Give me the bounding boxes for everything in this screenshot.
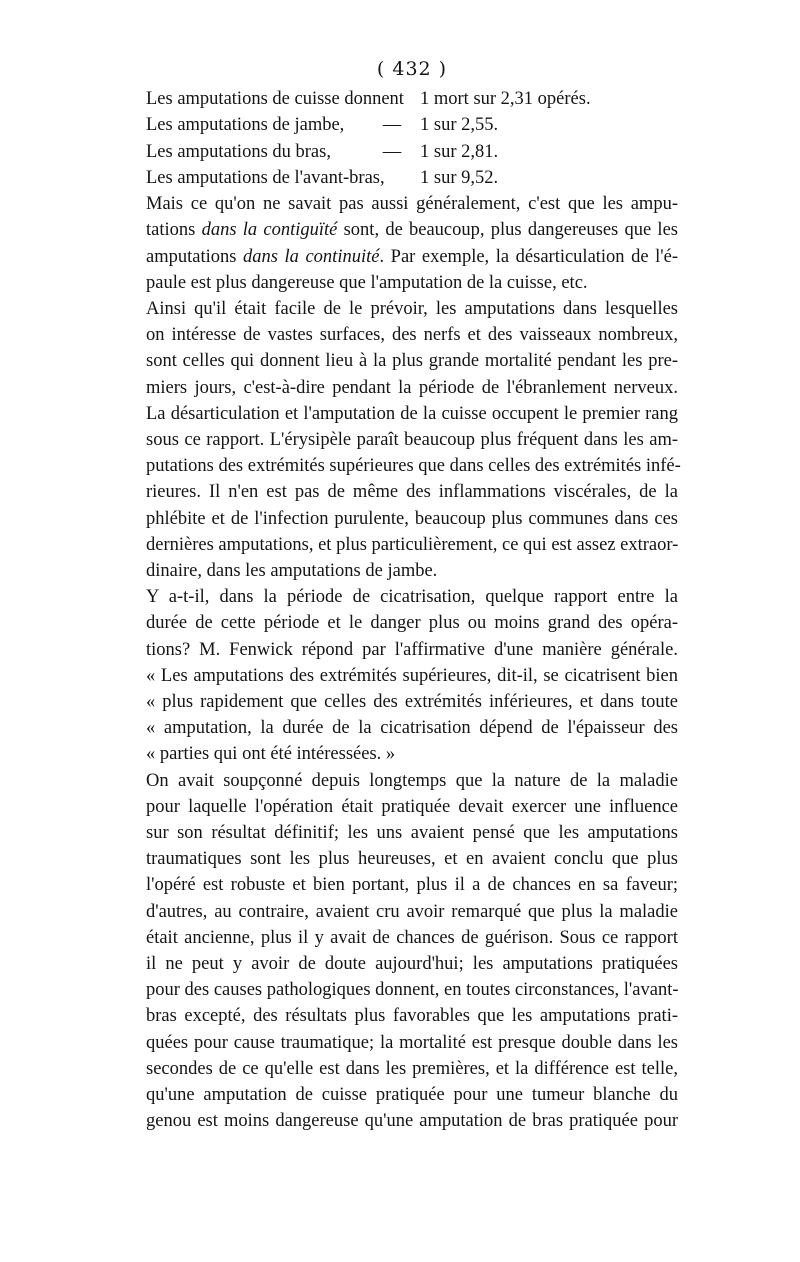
text-line: « Les amputations des extrémités supérieures, dit-il, se cicatrisent bien [146, 665, 678, 686]
text-line: genou est moins dangereuse qu'une amputation de bras pratiquée pour [146, 1111, 678, 1132]
book-page [146, 56, 681, 1135]
stat-row [146, 165, 678, 191]
text-line: sous ce rapport. L'érysipèle paraît beaucoup plus fréquent dans les am- [146, 430, 678, 451]
text-line: miers jours, c'est-à-dire pendant la période de l'ébranlement nerveux. [146, 377, 678, 398]
stat-value: 1 sur 2,81. [420, 141, 499, 162]
text-line: tions? M. Fenwick répond par l'affirmative d'une manière générale. [146, 639, 678, 660]
text-line: pour des causes pathologiques donnent, en toutes circonstances, l'avant- [146, 980, 679, 1001]
text-line: quées pour cause traumatique; la mortalité est presque double dans les [146, 1032, 678, 1053]
stat-row [146, 86, 678, 112]
stat-dash: — [382, 141, 402, 162]
text-line: « plus rapidement que celles des extrémités inférieures, et dans toute [146, 692, 678, 713]
text-line [146, 217, 678, 243]
text-line: « parties qui ont été intéressées. » [146, 744, 396, 765]
text-line: La désarticulation et l'amputation de la cuisse occupent le premier rang [146, 403, 678, 424]
text-line: paule est plus dangereuse que l'amputation de la cuisse, etc. [146, 272, 588, 293]
text-line: on intéresse de vastes surfaces, des nerfs et des vaisseaux nombreux, [146, 325, 678, 346]
text-line: dinaire, dans les amputations de jambe. [146, 561, 438, 582]
paragraph [146, 768, 678, 1135]
paragraph [146, 584, 678, 767]
text-line: Mais ce qu'on ne savait pas aussi généralement, c'est que les ampu- [146, 194, 678, 215]
stat-row [146, 112, 678, 138]
text-line: secondes de ce qu'elle est dans les premières, et la différence est telle, [146, 1058, 678, 1079]
stat-dash: — [382, 115, 402, 136]
page-number: ( 432 ) [376, 58, 448, 80]
text-line: putations des extrémités supérieures que dans celles des extrémités infé- [146, 456, 681, 477]
paragraph [146, 191, 678, 296]
text-line: était ancienne, plus il y avait de chances de guérison. Sous ce rapport [146, 927, 678, 948]
text-line: On avait soupçonné depuis longtemps que la nature de la maladie [146, 770, 678, 791]
stat-label: Les amputations du bras, [146, 141, 331, 162]
stat-row [146, 139, 678, 165]
italic-term: dans la continuité [243, 246, 380, 267]
stat-value: 1 mort sur 2,31 opérés. [420, 89, 591, 109]
text-line: Y a-t-il, dans la période de cicatrisation, quelque rapport entre la [146, 587, 678, 608]
stat-label: Les amputations de cuisse donnent [146, 89, 404, 109]
text-line: l'opéré est robuste et bien portant, plus il a de chances en sa faveur; [146, 875, 678, 896]
amputation-statistics [146, 86, 678, 191]
text-line: rieures. Il n'en est pas de même des inflammations viscérales, de la [146, 482, 678, 503]
stat-value: 1 sur 2,55. [420, 115, 499, 136]
text-line: d'autres, au contraire, avaient cru avoir remarqué que plus la maladie [146, 901, 678, 922]
stat-label: Les amputations de l'avant-bras, [146, 167, 385, 188]
paragraph [146, 296, 681, 584]
text-line: durée de cette période et le danger plus ou moins grand des opéra- [146, 613, 678, 634]
text-line: il ne peut y avoir de doute aujourd'hui; les amputations pratiquées [146, 954, 678, 975]
text-line: Ainsi qu'il était facile de le prévoir, les amputations dans lesquelles [146, 299, 678, 319]
text-segment: sont, de beaucoup, plus dangereuses que les [337, 220, 678, 241]
text-segment: tations [146, 220, 202, 241]
body-text [146, 191, 681, 1134]
stat-label: Les amputations de jambe, [146, 115, 345, 136]
text-line: sont celles qui donnent lieu à la plus grande mortalité pendant les pre- [146, 351, 678, 372]
italic-term: dans la contiguïté [201, 220, 338, 241]
text-line: bras excepté, des résultats plus favorables que les amputations prati- [146, 1006, 678, 1027]
stat-value: 1 sur 9,52. [420, 167, 499, 188]
text-line: traumatiques sont les plus heureuses, et en avaient conclu que plus [146, 849, 678, 870]
text-line: sur son résultat définitif; les uns avaient pensé que les amputations [146, 823, 678, 844]
text-line [146, 244, 678, 270]
text-line: pour laquelle l'opération était pratiquée devait exercer une influence [146, 796, 678, 817]
text-segment: . Par exemple, la désarticulation de l'é- [379, 246, 679, 267]
text-segment: amputations [146, 246, 243, 267]
text-line: qu'une amputation de cuisse pratiquée pour une tumeur blanche du [146, 1085, 678, 1106]
text-line: dernières amputations, et plus particulièrement, ce qui est assez extraor- [146, 534, 679, 555]
text-line: phlébite et de l'infection purulente, beaucoup plus communes dans ces [146, 508, 678, 529]
text-line: « amputation, la durée de la cicatrisation dépend de l'épaisseur des [146, 718, 678, 739]
